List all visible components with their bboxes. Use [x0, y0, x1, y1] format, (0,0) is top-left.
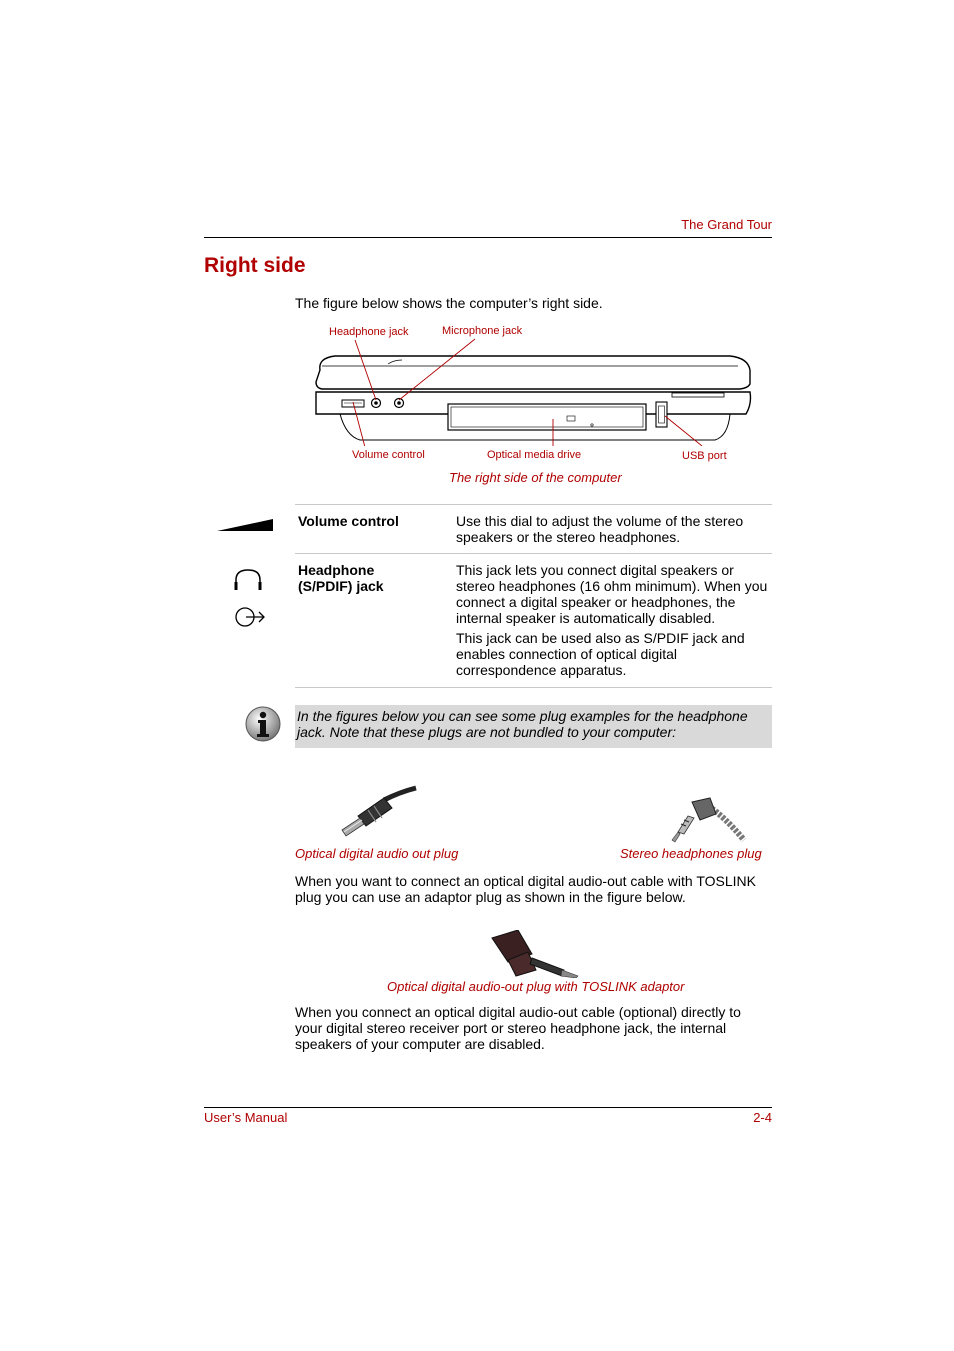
table-desc-headphone-jack: This jack lets you connect digital speakers or stereo headphones (16 ohm minimum). When you connect a digital speaker or headphones, the internal speaker is automatically disabled.	[456, 562, 768, 626]
footer-left	[204, 1110, 287, 1125]
volume-wedge-icon	[217, 518, 274, 532]
page-number: 2-4	[753, 1110, 772, 1125]
page-title: Right side	[204, 254, 306, 277]
optical-plug-image	[328, 782, 418, 838]
stereo-plug-image	[664, 796, 748, 844]
stereo-plug-caption: Stereo headphones plug	[620, 846, 762, 861]
disabled-speakers-paragraph: When you connect an optical digital audio-out cable (optional) directly to your digital stereo receiver port or stereo headphone jack, the internal speakers of your computer are disabled.	[295, 1004, 741, 1052]
callout-headphone-jack: Headphone jack	[329, 326, 409, 338]
running-header: The Grand Tour	[681, 217, 772, 232]
intro-text: The figure below shows the computer’s right side.	[295, 295, 603, 311]
callout-optical-media-drive: Optical media drive	[487, 449, 582, 461]
headphone-icon	[233, 568, 265, 628]
footer-rule	[204, 1107, 772, 1108]
toslink-adaptor-image	[488, 930, 580, 978]
table-rule-middle	[295, 553, 772, 554]
footer-right	[753, 1110, 772, 1125]
optical-plug-caption: Optical digital audio out plug	[295, 846, 459, 861]
table-desc-volume-control: Use this dial to adjust the volume of the stereo speakers or the stereo headphones.	[456, 513, 744, 545]
adaptor-caption: Optical digital audio-out plug with TOSLINK adaptor	[387, 979, 685, 994]
table-term-volume-control: Volume control	[298, 513, 399, 529]
laptop-right-side-figure	[310, 336, 760, 446]
adaptor-paragraph: When you want to connect an optical digital audio-out cable with TOSLINK plug you can use an adaptor plug as shown in the figure below.	[295, 873, 756, 905]
header-rule	[204, 237, 772, 238]
figure-caption: The right side of the computer	[449, 470, 622, 485]
spdif-output-icon	[236, 608, 264, 626]
callout-microphone-jack: Microphone jack	[442, 325, 523, 337]
table-term-headphone-jack: Headphone (S/PDIF) jack	[298, 562, 384, 594]
callout-usb-port: USB port	[682, 450, 727, 462]
table-rule-bottom	[295, 687, 772, 688]
callout-volume-control: Volume control	[352, 449, 425, 461]
info-icon	[244, 705, 282, 743]
table-rule-top	[295, 504, 772, 505]
note-text: In the figures below you can see some plug examples for the headphone jack. Note that these plugs are not bundled to your computer:	[297, 708, 748, 740]
footer-manual-label: User’s Manual	[204, 1110, 288, 1125]
table-desc-spdif: This jack can be used also as S/PDIF jack and enables connection of optical digital correspondence apparatus.	[456, 630, 745, 678]
